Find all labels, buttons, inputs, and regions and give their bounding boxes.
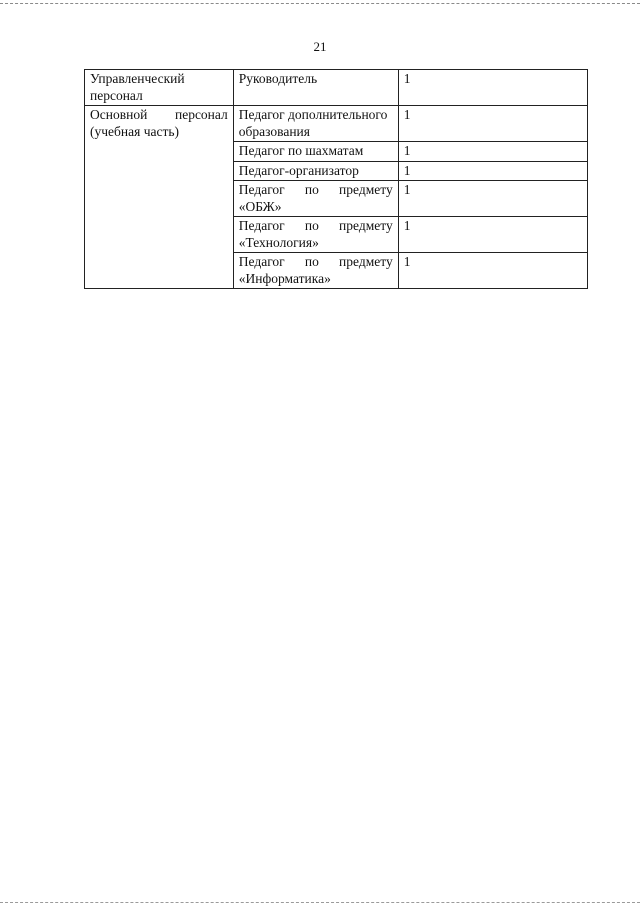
position-label: Педагог дополнительного образования bbox=[238, 107, 388, 139]
subject-label: «ОБЖ» bbox=[238, 198, 282, 214]
count-cell bbox=[398, 161, 587, 181]
count-value: 1 bbox=[403, 218, 411, 233]
position-cell bbox=[233, 253, 398, 289]
position-label: Педагог по предмету bbox=[238, 254, 393, 269]
position-label: Педагог-организатор bbox=[238, 162, 359, 178]
count-cell bbox=[398, 181, 587, 217]
position-cell bbox=[233, 181, 398, 217]
position-cell bbox=[233, 217, 398, 253]
table-row bbox=[85, 106, 588, 142]
count-value: 1 bbox=[403, 107, 411, 122]
table-row bbox=[85, 70, 588, 106]
count-cell bbox=[398, 106, 587, 142]
scan-top-border bbox=[0, 3, 640, 4]
category-label: Управленческий персонал bbox=[90, 71, 185, 103]
category-cell bbox=[85, 70, 234, 106]
position-cell bbox=[233, 142, 398, 162]
count-cell bbox=[398, 217, 587, 253]
page-number: 21 bbox=[313, 39, 327, 54]
count-cell bbox=[398, 142, 587, 162]
count-cell bbox=[398, 70, 587, 106]
position-cell bbox=[233, 161, 398, 181]
category-label: Основной персонал (учебная часть) bbox=[90, 107, 228, 139]
position-label: Руководитель bbox=[238, 71, 318, 86]
count-cell bbox=[398, 253, 587, 289]
staff-table bbox=[84, 69, 588, 289]
scan-bottom-border bbox=[0, 902, 640, 903]
position-label: Педагог по предмету bbox=[238, 218, 393, 233]
count-value: 1 bbox=[403, 143, 411, 158]
subject-label: «Информатика» bbox=[238, 270, 331, 286]
count-value: 1 bbox=[403, 162, 411, 178]
position-cell bbox=[233, 106, 398, 142]
position-label: Педагог по предмету bbox=[238, 182, 393, 197]
count-value: 1 bbox=[403, 71, 411, 86]
subject-label: «Технология» bbox=[238, 234, 319, 250]
count-value: 1 bbox=[403, 182, 411, 197]
position-cell bbox=[233, 70, 398, 106]
position-label: Педагог по шахматам bbox=[238, 143, 364, 158]
count-value: 1 bbox=[403, 254, 411, 269]
category-cell bbox=[85, 106, 234, 289]
